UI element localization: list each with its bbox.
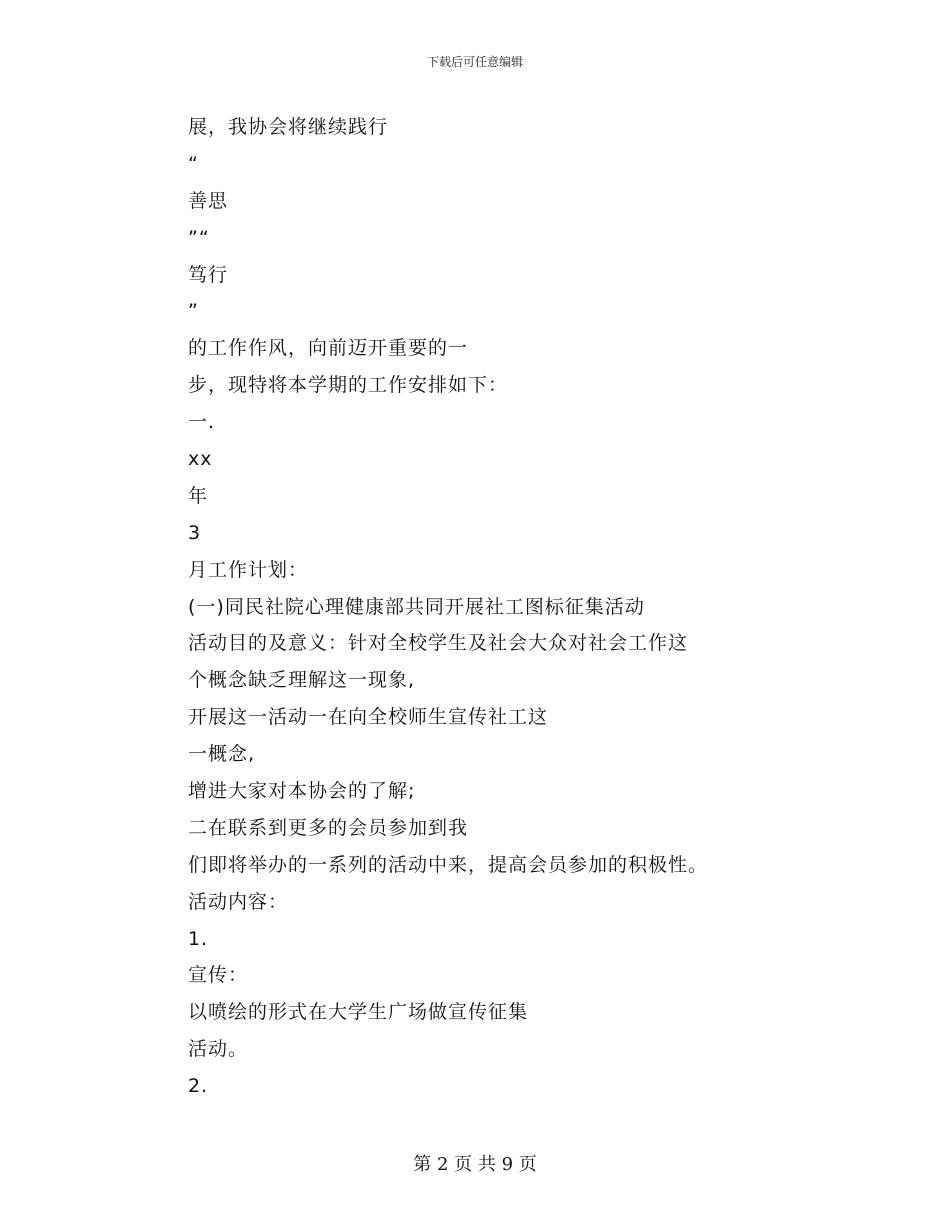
body-line: 活动。 (188, 1038, 249, 1061)
body-line: 宣传： (188, 964, 249, 987)
body-line: “ (188, 152, 199, 175)
body-line: 开展这一活动一在向全校师生宣传社工这 (188, 706, 549, 729)
body-line: 月工作计划： (188, 558, 309, 581)
body-line: 以喷绘的形式在大学生广场做宣传征集 (188, 1001, 529, 1024)
body-line: 增进大家对本协会的了解; (188, 780, 416, 803)
body-line: 1. (188, 927, 209, 950)
body-line: ”“ (188, 226, 210, 249)
body-line: 2. (188, 1075, 209, 1098)
page-footer: 第 2 页 共 9 页 (413, 1154, 537, 1175)
body-line: 3 (188, 521, 202, 544)
body-line: ” (188, 300, 199, 323)
body-line: 一. (188, 411, 216, 434)
body-line: 的工作作风，向前迈开重要的一 (188, 337, 469, 360)
body-line: 二在联系到更多的会员参加到我 (188, 816, 469, 839)
page-header: 下载后可任意编辑 (426, 55, 523, 69)
body-line: 年 (188, 484, 209, 507)
body-line: 一概念, (188, 743, 256, 766)
body-line: 活动内容： (188, 890, 289, 913)
body-line: 善思 (188, 189, 229, 212)
body-line: (一)同民社院心理健康部共同开展社工图标征集活动 (188, 595, 645, 618)
body-line: 展，我协会将继续践行 (188, 116, 389, 138)
body-line: 笃行 (188, 263, 229, 286)
body-line: 活动目的及意义：针对全校学生及社会大众对社会工作这 (188, 632, 689, 655)
document-body (188, 109, 848, 1105)
body-line: 个概念缺乏理解这一现象, (188, 669, 416, 692)
body-line: 步，现特将本学期的工作安排如下： (188, 374, 509, 397)
body-line: xx (188, 448, 213, 471)
body-line: 们即将举办的一系列的活动中来，提高会员参加的积极性。 (188, 853, 709, 876)
